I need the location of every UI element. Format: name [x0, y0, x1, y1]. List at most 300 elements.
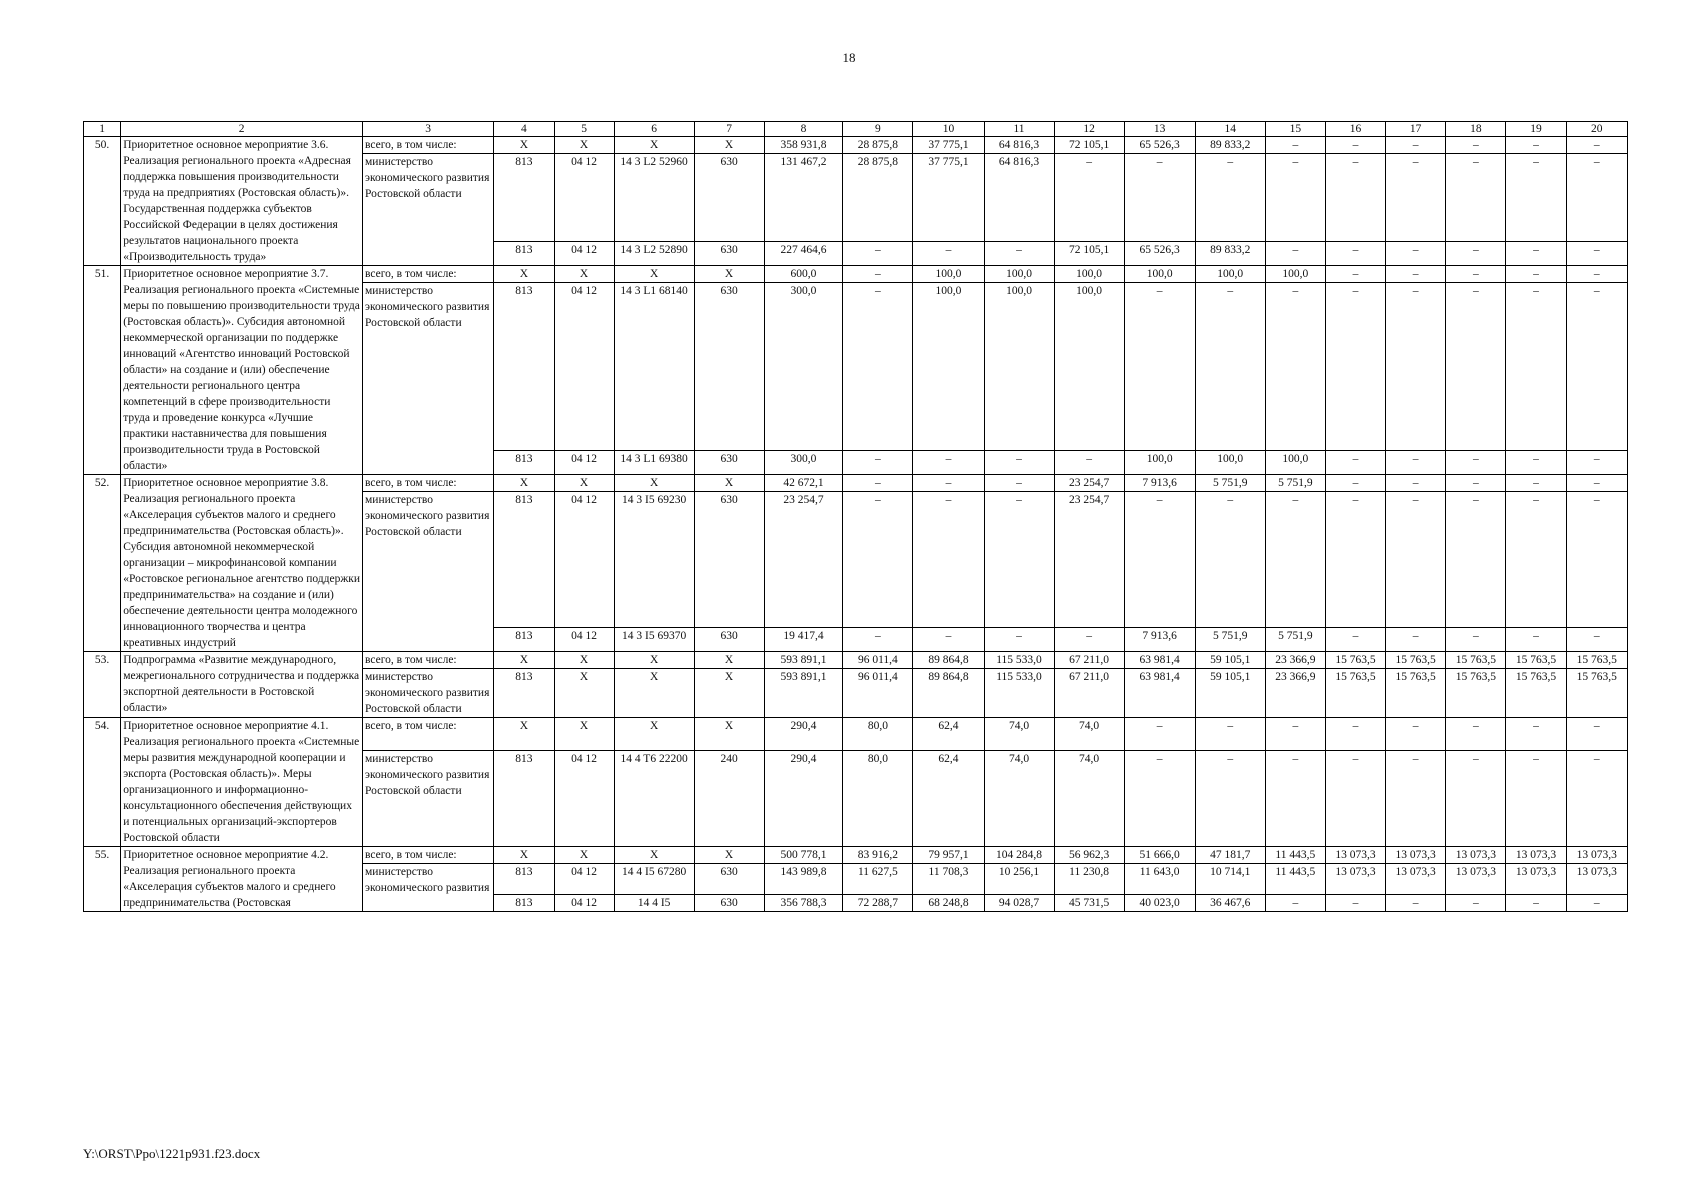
table-cell: 59 105,1 — [1195, 669, 1265, 718]
table-cell: – — [1386, 450, 1446, 475]
table-cell: X — [614, 652, 694, 669]
table-cell: – — [1506, 266, 1566, 283]
column-number-header: 17 — [1386, 122, 1446, 137]
table-cell: 13 073,3 — [1506, 864, 1566, 895]
table-cell: – — [1124, 154, 1195, 242]
table-cell: – — [913, 627, 984, 652]
executor-name: министерство экономического развития Ростовской области — [363, 669, 494, 718]
table-cell: – — [1446, 241, 1506, 266]
table-cell: 356 788,3 — [764, 895, 843, 912]
row-number: 52. — [84, 475, 121, 652]
table-cell: 10 256,1 — [984, 864, 1054, 895]
table-cell: – — [1386, 492, 1446, 628]
table-cell: – — [1446, 492, 1506, 628]
table-cell: – — [1566, 154, 1627, 242]
table-cell: 13 073,3 — [1446, 847, 1506, 864]
column-number-header: 1 — [84, 122, 121, 137]
table-cell: – — [1506, 492, 1566, 628]
table-cell: 28 875,8 — [843, 137, 913, 154]
table-cell: 04 12 — [554, 283, 614, 451]
table-cell: 227 464,6 — [764, 241, 843, 266]
table-cell: 100,0 — [1054, 266, 1124, 283]
table-cell: – — [1506, 627, 1566, 652]
table-cell: 813 — [494, 492, 554, 628]
total-label: всего, в том числе: — [363, 652, 494, 669]
table-cell: X — [494, 475, 554, 492]
table-cell: – — [984, 241, 1054, 266]
column-number-header: 7 — [694, 122, 764, 137]
table-cell: 143 989,8 — [764, 864, 843, 895]
table-cell: 56 962,3 — [1054, 847, 1124, 864]
table-cell: X — [694, 847, 764, 864]
table-cell: 14 3 L1 68140 — [614, 283, 694, 451]
table-cell: – — [984, 450, 1054, 475]
column-number-header: 6 — [614, 122, 694, 137]
table-cell: – — [1386, 283, 1446, 451]
table-cell: 40 023,0 — [1124, 895, 1195, 912]
table-cell: – — [1566, 241, 1627, 266]
column-number-header: 16 — [1325, 122, 1385, 137]
table-cell: X — [554, 847, 614, 864]
table-cell: 813 — [494, 241, 554, 266]
table-cell: 10 714,1 — [1195, 864, 1265, 895]
table-cell: 5 751,9 — [1265, 627, 1325, 652]
budget-table — [83, 121, 1628, 912]
table-cell: – — [1446, 283, 1506, 451]
column-number-header: 4 — [494, 122, 554, 137]
table-cell: 14 4 I5 67280 — [614, 864, 694, 895]
table-cell: 630 — [694, 895, 764, 912]
table-row-total — [84, 718, 1628, 751]
table-cell: X — [694, 669, 764, 718]
table-cell: 15 763,5 — [1506, 669, 1566, 718]
table-cell: X — [614, 669, 694, 718]
total-label: всего, в том числе: — [363, 718, 494, 751]
column-number-header: 12 — [1054, 122, 1124, 137]
table-cell: – — [1054, 450, 1124, 475]
table-cell: – — [1446, 718, 1506, 751]
table-cell: 63 981,4 — [1124, 669, 1195, 718]
table-cell: – — [1386, 751, 1446, 847]
table-cell: – — [1265, 283, 1325, 451]
table-cell: X — [494, 847, 554, 864]
table-cell: – — [1325, 627, 1385, 652]
column-number-header: 15 — [1265, 122, 1325, 137]
table-cell: 23 254,7 — [1054, 492, 1124, 628]
table-cell: 89 833,2 — [1195, 137, 1265, 154]
table-cell: – — [1386, 895, 1446, 912]
table-cell: – — [1566, 751, 1627, 847]
table-cell: 100,0 — [913, 266, 984, 283]
table-cell: 593 891,1 — [764, 669, 843, 718]
table-cell: – — [1325, 751, 1385, 847]
table-cell: – — [1446, 137, 1506, 154]
table-cell: X — [494, 266, 554, 283]
table-cell: X — [554, 718, 614, 751]
table-cell: 600,0 — [764, 266, 843, 283]
table-cell: 593 891,1 — [764, 652, 843, 669]
table-cell: 28 875,8 — [843, 154, 913, 242]
table-cell: 11 443,5 — [1265, 847, 1325, 864]
activity-title: Приоритетное основное мероприятие 3.6. Реализация регионального проекта «Адресная поддержка повышения производительности труда на предприятиях (Ростовская область)». Государственная поддержка субъектов Российской Федерации в целях достижения результатов национального проекта «Производительность труда» — [121, 137, 363, 266]
table-cell: 813 — [494, 450, 554, 475]
table-cell: 15 763,5 — [1446, 669, 1506, 718]
table-body — [84, 137, 1628, 912]
table-cell: – — [1506, 751, 1566, 847]
table-cell: – — [1325, 283, 1385, 451]
table-cell: 72 288,7 — [843, 895, 913, 912]
table-cell: – — [1124, 283, 1195, 451]
table-cell: 67 211,0 — [1054, 669, 1124, 718]
row-number: 50. — [84, 137, 121, 266]
table-cell: 15 763,5 — [1566, 669, 1627, 718]
table-cell: X — [554, 669, 614, 718]
table-cell: X — [494, 718, 554, 751]
table-cell: 500 778,1 — [764, 847, 843, 864]
table-cell: 11 627,5 — [843, 864, 913, 895]
table-cell: 51 666,0 — [1124, 847, 1195, 864]
table-cell: – — [1386, 137, 1446, 154]
table-cell: X — [494, 652, 554, 669]
column-number-header: 20 — [1566, 122, 1627, 137]
table-cell: 68 248,8 — [913, 895, 984, 912]
table-cell: 23 254,7 — [764, 492, 843, 628]
table-cell: 813 — [494, 154, 554, 242]
table-cell: 300,0 — [764, 450, 843, 475]
table-cell: 300,0 — [764, 283, 843, 451]
footer-file-path: Y:\ORST\Ppo\1221p931.f23.docx — [83, 1146, 261, 1161]
table-cell: 04 12 — [554, 241, 614, 266]
table-cell: 42 672,1 — [764, 475, 843, 492]
table-cell: – — [843, 241, 913, 266]
table-cell: 15 763,5 — [1446, 652, 1506, 669]
column-number-header: 9 — [843, 122, 913, 137]
table-cell: 358 931,8 — [764, 137, 843, 154]
table-cell: – — [1446, 895, 1506, 912]
column-number-header: 14 — [1195, 122, 1265, 137]
table-cell: 13 073,3 — [1325, 864, 1385, 895]
table-cell: – — [1566, 266, 1627, 283]
table-cell: 23 254,7 — [1054, 475, 1124, 492]
table-cell: 15 763,5 — [1506, 652, 1566, 669]
table-cell: 100,0 — [1124, 450, 1195, 475]
column-number-header: 19 — [1506, 122, 1566, 137]
table-cell: 7 913,6 — [1124, 475, 1195, 492]
table-cell: – — [1566, 492, 1627, 628]
column-number-header: 5 — [554, 122, 614, 137]
table-cell: 14 3 I5 69370 — [614, 627, 694, 652]
table-cell: 13 073,3 — [1325, 847, 1385, 864]
table-cell: – — [984, 492, 1054, 628]
table-cell: – — [843, 283, 913, 451]
column-number-header: 18 — [1446, 122, 1506, 137]
row-number: 54. — [84, 718, 121, 847]
table-cell: – — [1265, 137, 1325, 154]
activity-title: Приоритетное основное мероприятие 3.7. Реализация регионального проекта «Системные меры по повышению производительности труда (Ростовская область)». Субсидия автономной некоммерческой организации по поддержке инноваций «Агентство инноваций Ростовской области» на создание и (или) обеспечение деятельности регионального центра компетенций в сфере производительности труда и проведение конкурса «Лучшие практики наставничества для повышения производительности труда в Ростовской области» — [121, 266, 363, 475]
table-cell: – — [843, 450, 913, 475]
table-cell: 74,0 — [984, 751, 1054, 847]
table-cell: – — [1506, 283, 1566, 451]
table-cell: – — [984, 475, 1054, 492]
table-cell: – — [1386, 718, 1446, 751]
table-cell: 14 3 L2 52960 — [614, 154, 694, 242]
table-cell: – — [1506, 895, 1566, 912]
table-cell: – — [1325, 450, 1385, 475]
table-cell: X — [614, 266, 694, 283]
table-cell: – — [843, 266, 913, 283]
table-cell: – — [1386, 154, 1446, 242]
table-cell: 813 — [494, 751, 554, 847]
executor-name: министерство экономического развития — [363, 864, 494, 912]
table-cell: – — [1386, 266, 1446, 283]
table-cell: 115 533,0 — [984, 669, 1054, 718]
table-cell: X — [554, 137, 614, 154]
table-cell: – — [1506, 718, 1566, 751]
table-cell: 15 763,5 — [1386, 652, 1446, 669]
table-cell: 13 073,3 — [1386, 864, 1446, 895]
table-cell: 100,0 — [984, 283, 1054, 451]
table-cell: – — [843, 492, 913, 628]
table-cell: X — [554, 266, 614, 283]
table-cell: 89 864,8 — [913, 669, 984, 718]
table-cell: 11 230,8 — [1054, 864, 1124, 895]
activity-title: Приоритетное основное мероприятие 3.8. Реализация регионального проекта «Акселерация субъектов малого и среднего предпринимательства (Ростовская область)». Субсидия автономной некоммерческой организации – микрофинансовой компании «Ростовское региональное агентство поддержки предпринимательства» на создание и (или) обеспечение деятельности центра молодежного инновационного творчества и центра креативных индустрий — [121, 475, 363, 652]
table-cell: 100,0 — [1124, 266, 1195, 283]
table-cell: 630 — [694, 241, 764, 266]
table-cell: – — [984, 627, 1054, 652]
table-cell: 80,0 — [843, 718, 913, 751]
table-cell: 04 12 — [554, 864, 614, 895]
table-cell: – — [1506, 137, 1566, 154]
table-cell: 13 073,3 — [1506, 847, 1566, 864]
table-cell: – — [1265, 895, 1325, 912]
table-cell: 47 181,7 — [1195, 847, 1265, 864]
activity-title: Приоритетное основное мероприятие 4.2. Реализация регионального проекта «Акселерация субъектов малого и среднего предпринимательства (Ростовская — [121, 847, 363, 912]
table-cell: 23 366,9 — [1265, 652, 1325, 669]
total-label: всего, в том числе: — [363, 137, 494, 154]
row-number: 53. — [84, 652, 121, 718]
activity-title: Подпрограмма «Развитие международного, межрегионального сотрудничества и поддержка экспортной деятельности в Ростовской области» — [121, 652, 363, 718]
table-cell: 630 — [694, 283, 764, 451]
table-cell: 04 12 — [554, 492, 614, 628]
table-cell: X — [614, 847, 694, 864]
table-cell: – — [1386, 627, 1446, 652]
table-cell: 630 — [694, 492, 764, 628]
table-cell: X — [554, 475, 614, 492]
table-cell: 72 105,1 — [1054, 241, 1124, 266]
table-cell: – — [913, 241, 984, 266]
executor-name: министерство экономического развития Ростовской области — [363, 283, 494, 475]
table-cell: 11 708,3 — [913, 864, 984, 895]
table-cell: – — [1386, 241, 1446, 266]
table-cell: – — [1446, 627, 1506, 652]
table-cell: – — [1566, 283, 1627, 451]
column-number-header: 13 — [1124, 122, 1195, 137]
table-cell: – — [1506, 475, 1566, 492]
table-row-total — [84, 266, 1628, 283]
activity-title: Приоритетное основное мероприятие 4.1. Реализация регионального проекта «Системные меры развития международной кооперации и экспорта (Ростовская область)». Меры организационного и информационно-консультационного обеспечения действующих и потенциальных организаций-экспортеров Ростовской области — [121, 718, 363, 847]
table-cell: 14 3 I5 69230 — [614, 492, 694, 628]
table-cell: – — [1195, 751, 1265, 847]
table-cell: X — [694, 652, 764, 669]
table-cell: – — [1265, 718, 1325, 751]
table-cell: 74,0 — [1054, 751, 1124, 847]
table-cell: 04 12 — [554, 627, 614, 652]
table-cell: – — [1446, 266, 1506, 283]
table-cell: 100,0 — [913, 283, 984, 451]
table-cell: 100,0 — [1265, 266, 1325, 283]
table-cell: – — [1566, 475, 1627, 492]
table-cell: 79 957,1 — [913, 847, 984, 864]
table-cell: – — [1325, 718, 1385, 751]
table-cell: X — [694, 137, 764, 154]
table-cell: X — [494, 137, 554, 154]
table-cell: 5 751,9 — [1195, 627, 1265, 652]
table-cell: 630 — [694, 864, 764, 895]
table-cell: – — [1446, 751, 1506, 847]
table-cell: – — [1195, 492, 1265, 628]
table-cell: X — [614, 137, 694, 154]
table-row-total — [84, 847, 1628, 864]
table-cell: 59 105,1 — [1195, 652, 1265, 669]
total-label: всего, в том числе: — [363, 847, 494, 864]
table-cell: – — [913, 492, 984, 628]
table-cell: 630 — [694, 450, 764, 475]
table-cell: 13 073,3 — [1386, 847, 1446, 864]
table-cell: 813 — [494, 627, 554, 652]
column-number-header: 3 — [363, 122, 494, 137]
table-cell: 72 105,1 — [1054, 137, 1124, 154]
table-cell: 15 763,5 — [1325, 669, 1385, 718]
table-cell: – — [913, 475, 984, 492]
table-cell: – — [1566, 137, 1627, 154]
table-cell: – — [1195, 718, 1265, 751]
total-label: всего, в том числе: — [363, 266, 494, 283]
table-cell: – — [1265, 492, 1325, 628]
table-cell: 630 — [694, 627, 764, 652]
table-cell: – — [1195, 283, 1265, 451]
table-cell: 04 12 — [554, 751, 614, 847]
table-cell: 63 981,4 — [1124, 652, 1195, 669]
table-row-total — [84, 137, 1628, 154]
table-cell: – — [1265, 751, 1325, 847]
table-cell: – — [1325, 137, 1385, 154]
table-cell: 290,4 — [764, 718, 843, 751]
table-cell: 100,0 — [1195, 266, 1265, 283]
table-cell: 813 — [494, 283, 554, 451]
table-cell: – — [1566, 450, 1627, 475]
table-row-total — [84, 652, 1628, 669]
table-header-row — [84, 122, 1628, 137]
table-cell: 5 751,9 — [1265, 475, 1325, 492]
table-cell: 7 913,6 — [1124, 627, 1195, 652]
table-cell: 14 4 T6 22200 — [614, 751, 694, 847]
table-cell: 89 833,2 — [1195, 241, 1265, 266]
table-cell: 65 526,3 — [1124, 241, 1195, 266]
table-cell: 11 643,0 — [1124, 864, 1195, 895]
table-cell: 13 073,3 — [1566, 847, 1627, 864]
table-cell: 131 467,2 — [764, 154, 843, 242]
table-cell: – — [1325, 492, 1385, 628]
table-cell: 67 211,0 — [1054, 652, 1124, 669]
row-number: 51. — [84, 266, 121, 475]
column-number-header: 11 — [984, 122, 1054, 137]
table-cell: 14 4 I5 — [614, 895, 694, 912]
table-cell: – — [843, 475, 913, 492]
table-cell: 813 — [494, 895, 554, 912]
table-cell: X — [694, 475, 764, 492]
table-cell: X — [614, 718, 694, 751]
table-cell: 14 3 L2 52890 — [614, 241, 694, 266]
table-cell: – — [1446, 154, 1506, 242]
table-cell: 15 763,5 — [1566, 652, 1627, 669]
column-number-header: 8 — [764, 122, 843, 137]
table-cell: 290,4 — [764, 751, 843, 847]
table-cell: 240 — [694, 751, 764, 847]
page-number: 18 — [842, 50, 856, 65]
table-cell: 14 3 L1 69380 — [614, 450, 694, 475]
table-cell: – — [1325, 895, 1385, 912]
total-label: всего, в том числе: — [363, 475, 494, 492]
table-row-total — [84, 475, 1628, 492]
table-cell: – — [1124, 492, 1195, 628]
table-cell: 96 011,4 — [843, 652, 913, 669]
table-cell: – — [1325, 266, 1385, 283]
table-cell: – — [1124, 718, 1195, 751]
table-cell: – — [1325, 475, 1385, 492]
table-cell: 62,4 — [913, 718, 984, 751]
table-cell: – — [1325, 154, 1385, 242]
table-cell: – — [1386, 475, 1446, 492]
table-cell: 74,0 — [1054, 718, 1124, 751]
column-number-header: 10 — [913, 122, 984, 137]
table-cell: – — [1325, 241, 1385, 266]
table-cell: – — [1054, 627, 1124, 652]
table-cell: – — [1265, 154, 1325, 242]
table-cell: – — [1124, 751, 1195, 847]
table-cell: – — [1506, 241, 1566, 266]
table-cell: 813 — [494, 669, 554, 718]
table-cell: 04 12 — [554, 895, 614, 912]
table-cell: 15 763,5 — [1325, 652, 1385, 669]
table-cell: X — [614, 475, 694, 492]
executor-name: министерство экономического развития Ростовской области — [363, 154, 494, 266]
table-cell: 115 533,0 — [984, 652, 1054, 669]
table-cell: 104 284,8 — [984, 847, 1054, 864]
table-cell: 74,0 — [984, 718, 1054, 751]
table-cell: 36 467,6 — [1195, 895, 1265, 912]
table-cell: 100,0 — [1054, 283, 1124, 451]
table-cell: 13 073,3 — [1446, 864, 1506, 895]
table-cell: – — [1265, 241, 1325, 266]
table-cell: 19 417,4 — [764, 627, 843, 652]
table-cell: – — [1446, 450, 1506, 475]
table-cell: 630 — [694, 154, 764, 242]
table-cell: X — [694, 718, 764, 751]
table-cell: 45 731,5 — [1054, 895, 1124, 912]
table-cell: – — [843, 627, 913, 652]
table-cell: 96 011,4 — [843, 669, 913, 718]
row-number: 55. — [84, 847, 121, 912]
table-cell: – — [1446, 475, 1506, 492]
table-cell: 04 12 — [554, 154, 614, 242]
table-cell: 83 916,2 — [843, 847, 913, 864]
executor-name: министерство экономического развития Ростовской области — [363, 492, 494, 652]
table-cell: 100,0 — [984, 266, 1054, 283]
table-cell: 100,0 — [1195, 450, 1265, 475]
executor-name: министерство экономического развития Ростовской области — [363, 751, 494, 847]
column-number-header: 2 — [121, 122, 363, 137]
